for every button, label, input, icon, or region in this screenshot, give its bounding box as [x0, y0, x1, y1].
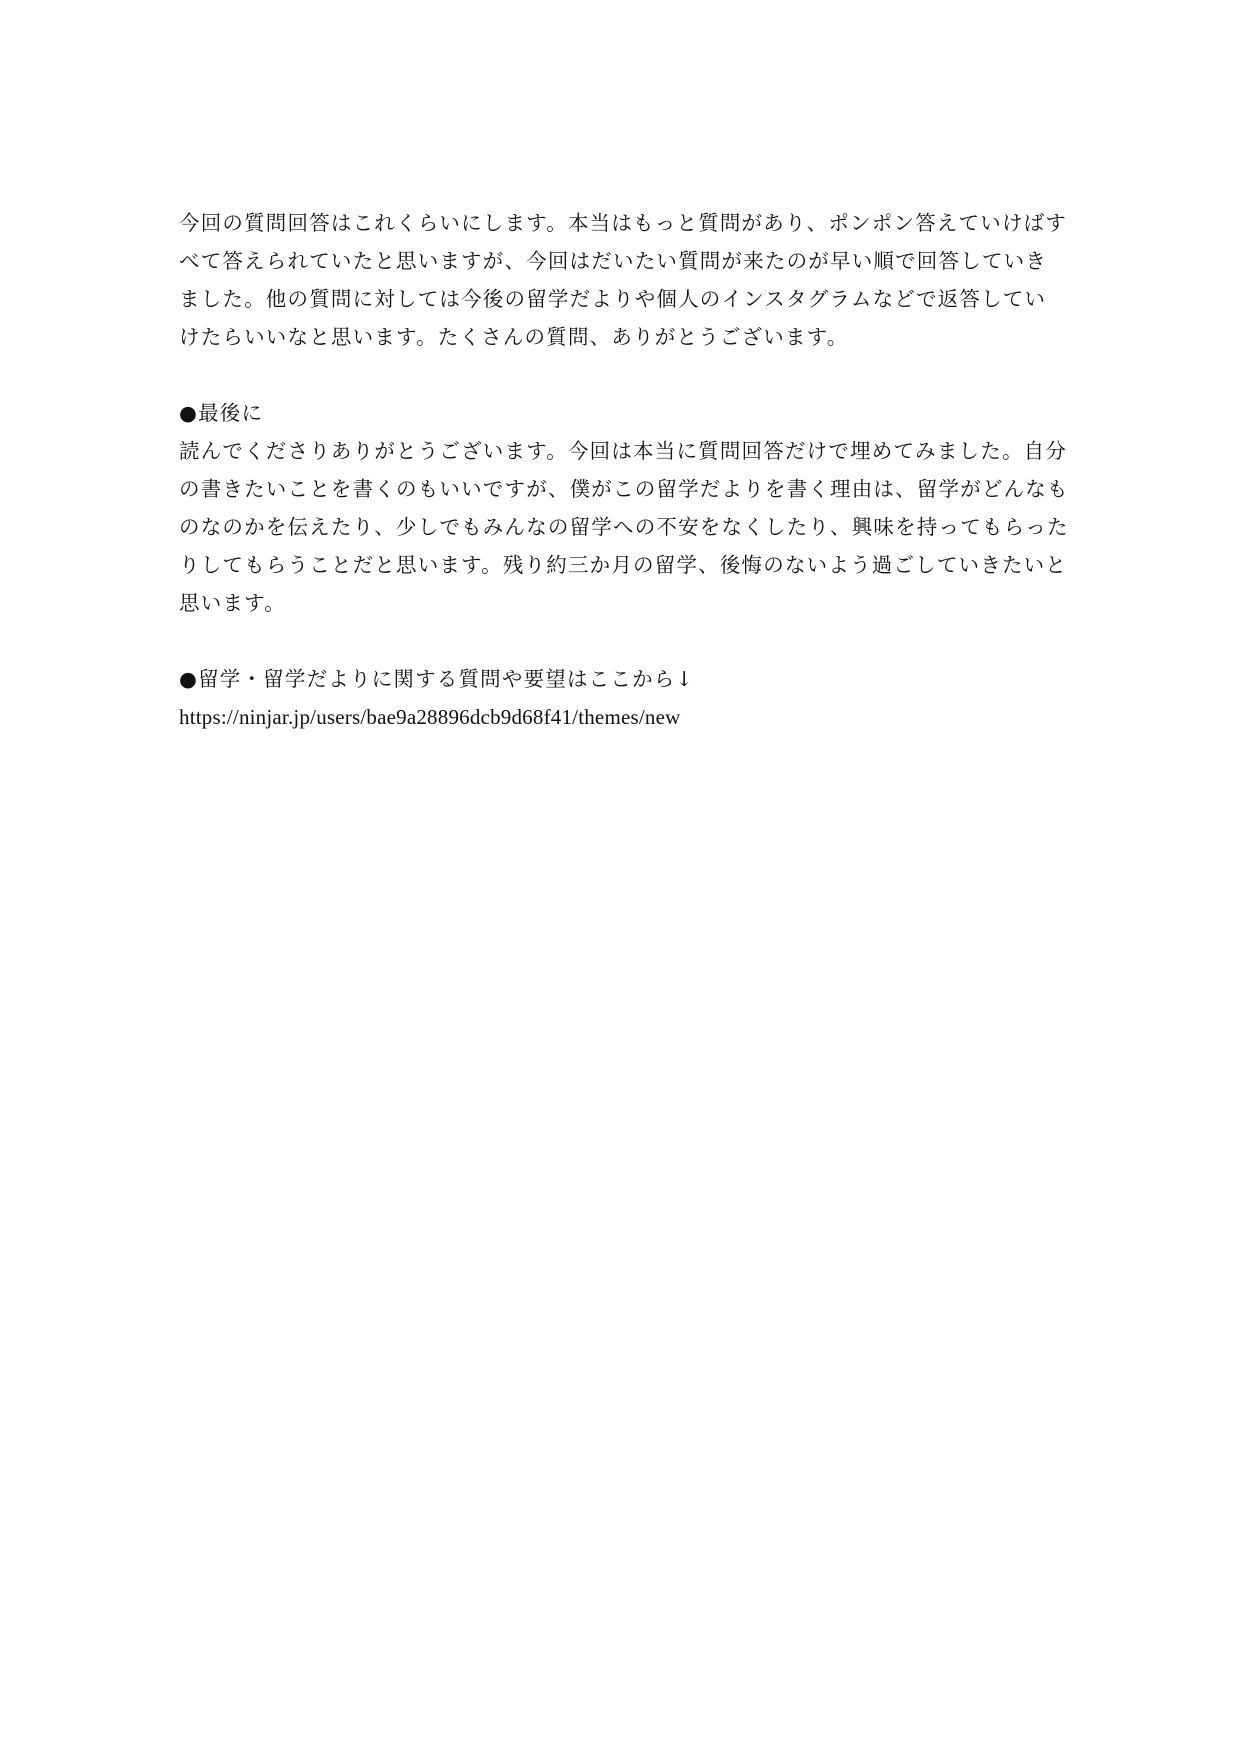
paragraph-line: べて答えられていたと思いますが、今回はだいたい質問が来たのが早い順で回答していき — [179, 249, 1047, 273]
final-words-heading: ●最後に — [179, 401, 264, 425]
paragraph-line: 思います。 — [179, 591, 286, 615]
blank-line — [179, 356, 1069, 394]
contact-heading: ●留学・留学だよりに関する質問や要望はここから↓ — [179, 667, 694, 691]
contact-url-link[interactable]: https://ninjar.jp/users/bae9a28896dcb9d68f41/themes/new — [179, 705, 681, 729]
document-body — [179, 204, 1069, 736]
paragraph-line: 今回の質問回答はこれくらいにします。本当はもっと質問があり、ポンポン答えていけばす — [179, 211, 1068, 235]
qa-closing-paragraph — [179, 204, 1069, 356]
paragraph-line: りしてもらうことだと思います。残り約三か月の留学、後悔のないよう過ごしていきたいと — [179, 553, 1068, 577]
paragraph-line: 読んでくださりありがとうございます。今回は本当に質問回答だけで埋めてみました。自分 — [179, 439, 1068, 463]
paragraph-line: ました。他の質問に対しては今後の留学だよりや個人のインスタグラムなどで返答してい — [179, 287, 1047, 311]
paragraph-line: けたらいいなと思います。たくさんの質問、ありがとうございます。 — [179, 325, 849, 349]
blank-line — [179, 622, 1069, 660]
paragraph-line: の書きたいことを書くのもいいですが、僕がこの留学だよりを書く理由は、留学がどんなも — [179, 477, 1069, 501]
paragraph-line: のなのかを伝えたり、少しでもみんなの留学への不安をなくしたり、興味を持ってもらった — [179, 515, 1069, 539]
final-words-paragraph — [179, 432, 1069, 622]
